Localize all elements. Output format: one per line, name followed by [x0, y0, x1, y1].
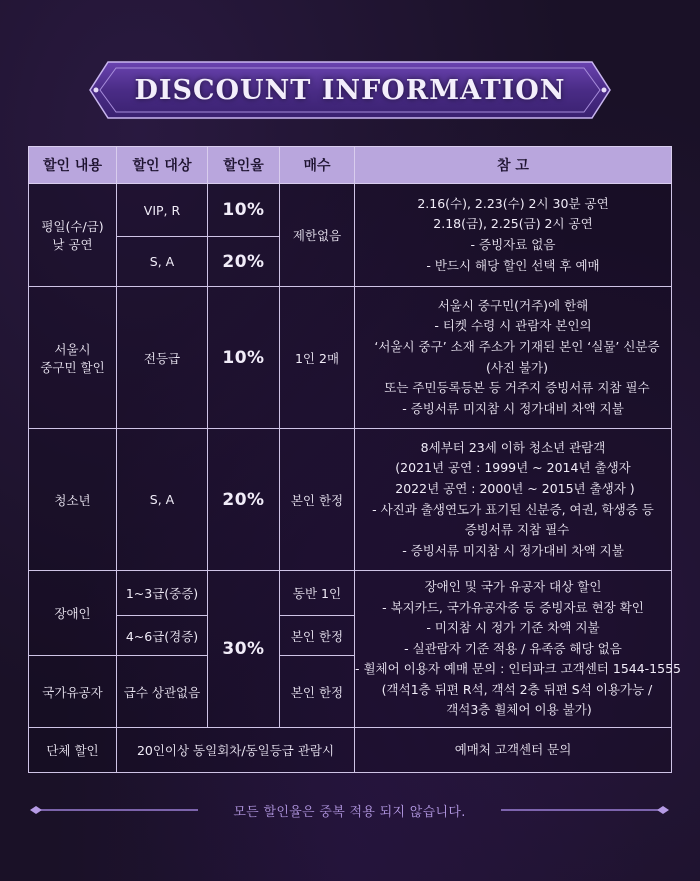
note-line: 2022년 공연 : 2000년 ~ 2015년 출생자 )	[391, 480, 635, 496]
junggu-content	[29, 287, 117, 429]
note-line: 또는 주민등록등본 등 거주지 증빙서류 지참 필수	[376, 380, 650, 396]
disabled-rate: 30%	[208, 571, 280, 728]
youth-rate: 20%	[208, 429, 280, 571]
weekday-quantity: 제한없음	[280, 184, 355, 287]
disabled-quantity-companion: 동반 1인	[280, 571, 355, 616]
veteran-target: 급수 상관없음	[117, 656, 208, 728]
weekday-content-line: 낮 공연	[52, 237, 93, 252]
disabled-quantity-self: 본인 한정	[280, 616, 355, 656]
title-banner	[88, 58, 612, 122]
youth-target: S, A	[117, 429, 208, 571]
veteran-quantity: 본인 한정	[280, 656, 355, 728]
disabled-content: 장애인	[29, 571, 117, 656]
discount-table	[28, 146, 681, 773]
junggu-notes	[355, 287, 672, 429]
group-notes: 예매처 고객센터 문의	[355, 728, 672, 773]
weekday-rate-10: 10%	[208, 184, 280, 237]
youth-content: 청소년	[29, 429, 117, 571]
note-line: 서울시 중구민(거주)에 한해	[437, 297, 589, 313]
header-notes: 참 고	[355, 147, 672, 184]
note-line: 2.16(수), 2.23(수) 2시 30분 공연	[417, 195, 609, 211]
table-row	[29, 728, 672, 773]
note-line: - 휠체어 이용자 예매 문의 : 인터파크 고객센터 1544-1555	[355, 661, 681, 677]
note-line: - 실관람자 기준 적용 / 유족증 해당 없음	[404, 640, 622, 656]
junggu-content-line: 중구민 할인	[40, 359, 105, 375]
note-line: 2.18(금), 2.25(금) 2시 공연	[433, 216, 593, 232]
footer-text: 모든 할인율은 중복 적용 되지 않습니다.	[233, 804, 466, 820]
note-line: - 티켓 수령 시 관람자 본인의	[434, 318, 592, 334]
note-line: 증빙서류 지참 필수	[456, 522, 570, 538]
header-content: 할인 내용	[29, 147, 117, 184]
disabled-notes	[355, 571, 681, 728]
note-line: (객석1층 뒤편 R석, 객석 2층 뒤편 S석 이용가능 /	[373, 681, 653, 697]
veteran-content: 국가유공자	[29, 656, 117, 728]
table-row	[29, 429, 672, 571]
weekday-content	[29, 184, 117, 287]
note-line: - 증빙서류 미지참 시 정가대비 차액 지불	[402, 400, 624, 416]
note-line: 장애인 및 국가 유공자 대상 할인	[424, 578, 602, 594]
note-line: (사진 불가)	[478, 359, 548, 375]
note-line: - 증빙자료 없음	[470, 237, 556, 252]
weekday-notes	[355, 184, 672, 287]
note-line: ‘서울시 중구’ 소재 주소가 기재된 본인 ‘실물’ 신분증	[366, 338, 660, 354]
youth-quantity: 본인 한정	[280, 429, 355, 571]
note-line: - 미지참 시 정가 기준 차액 지불	[426, 620, 600, 636]
group-content: 단체 할인	[29, 728, 117, 773]
table-header-row	[29, 147, 672, 184]
note-line: 객석3층 휠체어 이용 불가)	[434, 702, 592, 718]
note-line: - 복지카드, 국가유공자증 등 증빙자료 현장 확인	[382, 599, 644, 615]
junggu-content-line: 서울시	[54, 341, 91, 357]
junggu-quantity: 1인 2매	[280, 287, 355, 429]
header-quantity: 매수	[280, 147, 355, 184]
disabled-target-severe: 1~3급(중증)	[117, 571, 208, 616]
page-title: DISCOUNT INFORMATION	[134, 74, 566, 106]
weekday-target-sa: S, A	[117, 237, 208, 287]
disabled-target-mild: 4~6급(경증)	[117, 616, 208, 656]
junggu-target: 전등급	[117, 287, 208, 429]
weekday-content-line: 평일(수/금)	[41, 219, 104, 234]
header-rate: 할인율	[208, 147, 280, 184]
table-row	[29, 571, 672, 616]
note-line: (2021년 공연 : 1999년 ~ 2014년 출생자	[395, 460, 631, 476]
note-line: 8세부터 23세 이하 청소년 관람객	[420, 439, 606, 455]
youth-notes	[355, 429, 672, 571]
table-row	[29, 287, 672, 429]
table-row	[29, 184, 672, 237]
note-line: - 사진과 출생연도가 표기된 신분증, 여권, 학생증 등	[372, 501, 654, 517]
group-target: 20인이상 동일회차/동일등급 관람시	[117, 728, 355, 773]
header-target: 할인 대상	[117, 147, 208, 184]
junggu-rate: 10%	[208, 287, 280, 429]
weekday-target-vip: VIP, R	[117, 184, 208, 237]
footer-notice	[28, 798, 671, 822]
note-line: - 반드시 해당 할인 선택 후 예매	[426, 257, 600, 273]
weekday-rate-20: 20%	[208, 237, 280, 287]
note-line: - 증빙서류 미지참 시 정가대비 차액 지불	[402, 542, 624, 558]
